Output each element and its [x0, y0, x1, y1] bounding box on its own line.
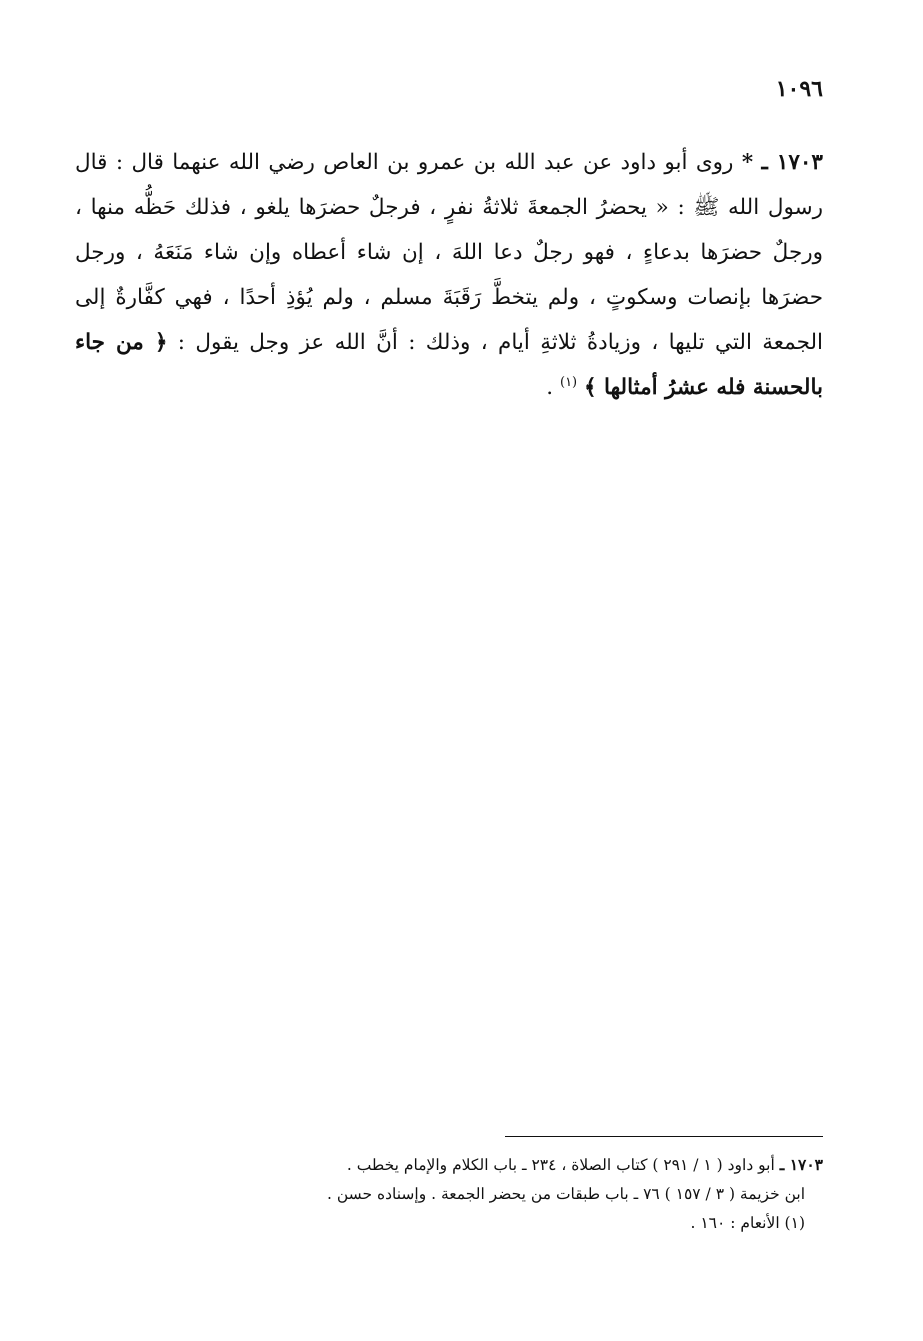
paragraph-end: . — [546, 375, 554, 400]
footnote-hadith-number: ١٧٠٣ ـ — [779, 1155, 823, 1174]
footnote-reference: (١) — [559, 374, 578, 390]
footnote-divider — [505, 1136, 823, 1137]
footnote-line-1 — [200, 1150, 823, 1180]
footnote-quran-reference: (١) الأنعام : ١٦٠ . — [690, 1214, 805, 1232]
hadith-number: ١٧٠٣ ـ — [761, 150, 823, 175]
page-number: ١٠٩٦ — [775, 76, 823, 102]
quran-verse: ﴿ من جاء بالحسنة فله عشرُ أمثالها ﴾ — [75, 330, 823, 400]
hadith-text: روى أبو داود عن عبد الله بن عمرو بن العاص رضي الله عنهما قال : قال رسول الله ﷺ : « يحضرُ الجمعةَ ثلاثةُ نفرٍ ، فرجلٌ حضرَها يلغو ، فذلك حَظُّه منها ، ورجلٌ حضرَها بدعاءٍ ، فهو رجلٌ دعا اللهَ ، إن شاء أعطاه وإن شاء مَنَعَهُ ، ورجل حضرَها بإنصات وسكوتٍ ، ولم يتخطَّ رَقَبَةَ مسلم ، ولم يُؤذِ أحدًا ، فهي كفَّارةٌ إلى الجمعة التي تليها ، وزيادةُ ثلاثةِ أيام ، وذلك : أنَّ الله عز وجل يقول : — [75, 150, 823, 355]
hadith-paragraph — [75, 140, 823, 410]
hadith-marker: * — [741, 150, 754, 175]
footnotes-section — [200, 1150, 823, 1238]
footnote-source-ibn-khuzaymah: ابن خزيمة ( ٣ / ١٥٧ ) ٧٦ ـ باب طبقات من يحضر الجمعة . وإسناده حسن . — [327, 1185, 805, 1203]
footnote-source-abu-dawud: أبو داود ( ١ / ٢٩١ ) كتاب الصلاة ، ٢٣٤ ـ باب الكلام والإمام يخطب . — [346, 1156, 775, 1174]
